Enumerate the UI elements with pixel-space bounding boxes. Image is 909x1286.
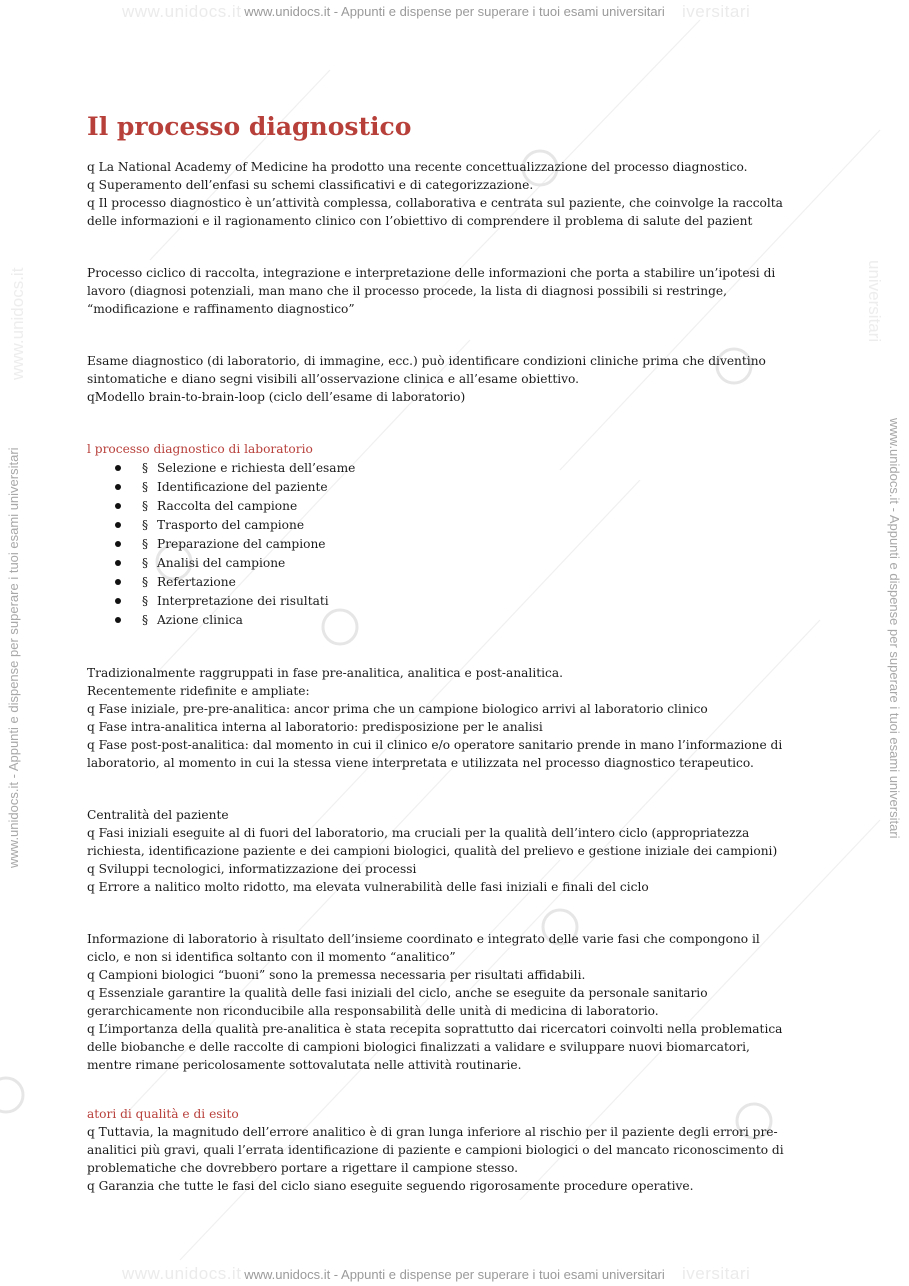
bullet-icon [115,579,121,585]
information-paragraph [87,930,827,1074]
text-line: q Tuttavia, la magnitudo dell’errore analitico è di gran lunga inferiore al rischio per il paziente degli errori pre- [87,1125,778,1139]
text-line: gerarchicamente non riconducibile alla responsabilità delle unità di medicina di laboratorio. [87,1004,659,1018]
list-item [87,459,827,478]
bullet-icon [115,617,121,623]
text-line: Informazione di laboratorio à risultato dell’insieme coordinato e integrato delle varie fasi che compongono il [87,932,760,946]
list-item [87,554,827,573]
watermark-ghost-top-left: www.unidocs.it [122,2,242,21]
text-line: analitici più gravi, quali l’errata identificazione di paziente e campioni biologici o del mancato riconoscimento di [87,1143,784,1157]
text-line: q Sviluppi tecnologici, informatizzazione dei processi [87,862,417,876]
text-line: q Il processo diagnostico è un’attività complessa, collaborativa e centrata sul paziente, che coinvolge la raccolta [87,196,783,210]
section-mark: § [142,613,149,627]
text-line: q Errore a nalitico molto ridotto, ma elevata vulnerabilità delle fasi iniziali e finali del ciclo [87,880,649,894]
step-label: Analisi del campione [157,556,286,570]
text-line: Recentemente ridefinite e ampliate: [87,684,310,698]
step-label: Interpretazione dei risultati [157,594,329,608]
document-body [87,110,827,1195]
text-line: q Fasi iniziali eseguite al di fuori del laboratorio, ma cruciali per la qualità dell’intero ciclo (appropriatezza [87,826,750,840]
bullet-icon [115,503,121,509]
section-mark: § [142,499,149,513]
text-line: mentre rimane pericolosamente sottovalutata nelle attività routinarie. [87,1058,522,1072]
watermark-ghost-left: www.unidocs.it [8,267,27,380]
text-line: richiesta, identificazione paziente e dei campioni biologici, qualità del prelievo e gestione iniziale dei campioni) [87,844,778,858]
text-line: qModello brain-to-brain-loop (ciclo dell’esame di laboratorio) [87,390,466,404]
text-line: delle biobanche e delle raccolte di campioni biologici finalizzati a validare e sviluppare nuovi biomarcatori, [87,1040,750,1054]
text-line: sintomatiche e diano segni visibili all’osservazione clinica e all’esame obiettivo. [87,372,580,386]
text-line: q Fase iniziale, pre-pre-analitica: ancor prima che un campione biologico arrivi al laboratorio clinico [87,702,708,716]
step-label: Identificazione del paziente [157,480,328,494]
watermark-ghost-bottom-right: iversitari [682,1264,751,1283]
text-line: q La National Academy of Medicine ha prodotto una recente concettualizzazione del processo diagnostico. [87,160,748,174]
section-mark: § [142,461,149,475]
text-line: delle informazioni e il ragionamento clinico con l’obiettivo di comprendere il problema di salute del pazient [87,214,753,228]
bullet-icon [115,560,121,566]
bullet-icon [115,484,121,490]
cycle-paragraph [87,264,827,318]
watermark-header: www.unidocs.it - Appunti e dispense per superare i tuoi esami universitari [244,4,665,19]
list-item [87,592,827,611]
section-mark: § [142,518,149,532]
bullet-icon [115,465,121,471]
list-item [87,611,827,630]
list-item [87,497,827,516]
text-line: q L’importanza della qualità pre-analitica è stata recepita soprattutto dai ricercatori coinvolti nella problematica [87,1022,783,1036]
lab-section-heading: l processo diagnostico di laboratorio [87,442,313,456]
step-label: Azione clinica [157,613,243,627]
text-line: ciclo, e non si identifica soltanto con il momento “analitico” [87,950,456,964]
quality-paragraph [87,1123,827,1195]
exam-paragraph [87,352,827,406]
text-line: “modificazione e raffinamento diagnostico” [87,302,355,316]
list-item [87,573,827,592]
text-line: Processo ciclico di raccolta, integrazione e interpretazione delle informazioni che porta a stabilire un’ipotesi di [87,266,776,280]
text-line: Centralità del paziente [87,808,229,822]
section-mark: § [142,480,149,494]
lab-steps-list [87,459,827,630]
page-title: Il processo diagnostico [87,112,412,141]
centrality-paragraph [87,806,827,896]
text-line: q Campioni biologici “buoni” sono la premessa necessaria per risultati affidabili. [87,968,586,982]
list-item [87,516,827,535]
text-line: q Fase post-post-analitica: dal momento in cui il clinico e/o operatore sanitario prende in mano l’informazione di [87,738,783,752]
section-mark: § [142,594,149,608]
section-mark: § [142,537,149,551]
text-line: problematiche che dovrebbero portare a rigettare il campione stesso. [87,1161,518,1175]
text-line: q Fase intra-analitica interna al laboratorio: predisposizione per le analisi [87,720,543,734]
step-label: Preparazione del campione [157,537,326,551]
list-item [87,478,827,497]
bullet-icon [115,541,121,547]
step-label: Refertazione [157,575,236,589]
list-item [87,535,827,554]
watermark-side-left: www.unidocs.it - Appunti e dispense per superare i tuoi esami universitari [6,447,21,868]
watermark-footer: www.unidocs.it - Appunti e dispense per superare i tuoi esami universitari [244,1267,665,1282]
watermark-ghost-bottom-left: www.unidocs.it [122,1264,242,1283]
section-mark: § [142,575,149,589]
section-mark: § [142,556,149,570]
step-label: Raccolta del campione [157,499,298,513]
text-line: q Garanzia che tutte le fasi del ciclo siano eseguite seguendo rigorosamente procedure operative. [87,1179,694,1193]
watermark-ghost-top-right: iversitari [682,2,751,21]
text-line: lavoro (diagnosi potenziali, man mano che il processo procede, la lista di diagnosi possibili si restringe, [87,284,728,298]
quality-section-heading: atori di qualità e di esito [87,1107,239,1121]
text-line: laboratorio, al momento in cui la stessa viene interpretata e utilizzata nel processo diagnostico terapeutico. [87,756,754,770]
intro-paragraph [87,158,827,230]
text-line: Esame diagnostico (di laboratorio, di immagine, ecc.) può identificare condizioni cliniche prima che diventino [87,354,766,368]
watermark-ghost-right: universitari [865,260,884,343]
bullet-icon [115,598,121,604]
watermark-side-right: www.unidocs.it - Appunti e dispense per superare i tuoi esami universitari [887,418,902,839]
step-label: Trasporto del campione [157,518,305,532]
text-line: Tradizionalmente raggruppati in fase pre-analitica, analitica e post-analitica. [87,666,563,680]
phases-paragraph [87,664,827,772]
text-line: q Superamento dell’enfasi su schemi classificativi e di categorizzazione. [87,178,534,192]
text-line: q Essenziale garantire la qualità delle fasi iniziali del ciclo, anche se eseguite da personale sanitario [87,986,708,1000]
step-label: Selezione e richiesta dell’esame [157,461,356,475]
bullet-icon [115,522,121,528]
